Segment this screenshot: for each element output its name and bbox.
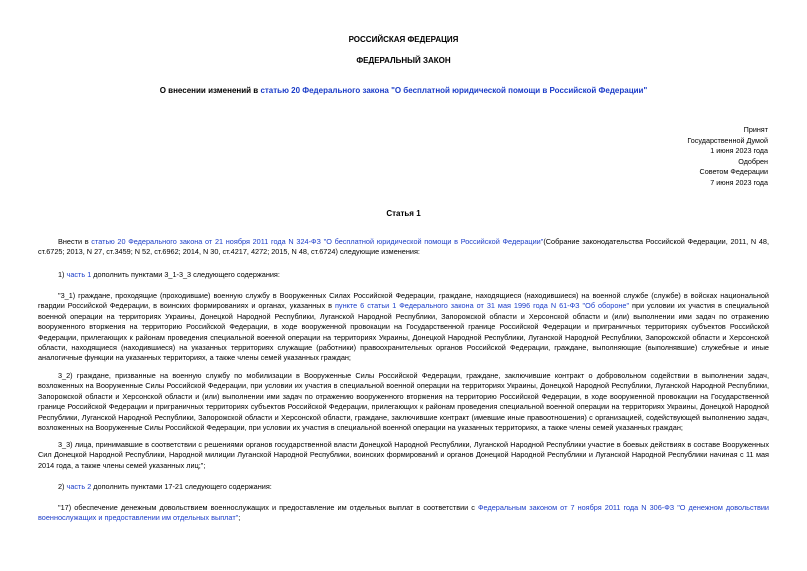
paragraph-3-3: 3_3) лица, принимавшие в соответствии с решениями органов государственной власти Донецкой Народной Республики, Луганской Народной Республики участие в боевых действиях в составе Вооруженных Сил Донецкой Народной Республики, Народной милиции Луганской Народной Республики, воинских формирований и органов Донецкой Народной Республики и Луганской Народной Республики начиная с 11 мая 2014 года, а также члены семей указанных лиц;";: [38, 440, 769, 470]
paragraph-intro: [38, 237, 769, 258]
paragraph-text: при условии их участия в специальной военной операции на территориях Украины, Донецкой Народной Республики, Луганской Народной Республики, Запорожской области и Херсонской области и (или) выполнении ими задач по отражению вооруженного вторжения на территорию Российской Федерации, в ходе вооруженной провокации на Государственной границе Российской Федерации и приграничных территориях субъектов Российской Федерации, прилегающих к районам проведения специальной военной операции на территориях Украины, Донецкой Народной Республики, Луганской Народной Республики, Запорожской области и Херсонской области, находящиеся (находившиеся) на указанных территориях служащие (работники) правоохранительных органов Российской Федерации, граждане, выполняющие (выполнявшие) служебные и иные аналогичные функции на указанных территориях, а также члены семей указанных граждан;: [38, 301, 769, 363]
adoption-block: [568, 125, 768, 188]
law-title-link[interactable]: статью 20 Федерального закона "О бесплатной юридической помощи в Российской Федерации": [260, 86, 648, 95]
paragraph-text: "3_1) граждане, проходящие (проходившие) военную службу в Вооруженных Силах Российской Федерации, граждане, находящиеся (находившиеся) на военной службе (службе) в войсках национальной гвардии Российской Федерации, в воинских формированиях и органах, указанных в: [38, 291, 769, 311]
law-title: [0, 86, 807, 96]
paragraph-item-1: [38, 270, 769, 280]
paragraph-text: 1): [58, 270, 67, 279]
law-type-heading: ФЕДЕРАЛЬНЫЙ ЗАКОН: [356, 56, 451, 65]
paragraph-text: дополнить пунктами 3_1-3_3 следующего содержания:: [91, 270, 280, 279]
approval-line: Советом Федерации: [699, 167, 768, 176]
paragraph-text: дополнить пунктами 17-21 следующего содержания:: [91, 482, 272, 491]
paragraph-3-1: [38, 291, 769, 364]
part-2-link[interactable]: часть 2: [66, 482, 92, 491]
adoption-line: Государственной Думой: [687, 135, 768, 145]
adoption-line: Принят: [743, 125, 768, 134]
law-article-link[interactable]: статью 20 Федерального закона от 21 ноября 2011 года N 324-ФЗ "О бесплатной юридической помощи в Российской Федерации": [91, 237, 544, 246]
allowance-law-link[interactable]: Федеральным законом от 7 ноября 2011 года N 306-ФЗ "О денежном довольствии военнослужащих и предоставлении им отдельных выплат": [38, 503, 769, 523]
defense-law-link[interactable]: пункте 6 статьи 1 Федерального закона от 31 мая 1996 года N 61-ФЗ "Об обороне": [334, 301, 630, 311]
paragraph-text: ;: [238, 513, 241, 523]
part-1-link[interactable]: часть 1: [66, 270, 92, 279]
law-title-prefix: О внесении изменений в: [159, 86, 261, 95]
paragraph-text: 2): [58, 482, 67, 491]
paragraph-17: [38, 503, 769, 524]
paragraph-text: (Собрание законодательства Российской Федерации, 2011, N 48, ст.6725; 2013, N 27, ст.3459; N 52, ст.6962; 2014, N 30, ст.4217, 4272; 2015, N 48, ст.6724) следующие изменения:: [38, 237, 770, 257]
paragraph-3-2: 3_2) граждане, призванные на военную службу по мобилизации в Вооруженные Силы Российской Федерации, граждане, заключившие контракт о добровольном содействии в выполнении задач, возложенных на Вооруженные Силы Российской Федерации, при условии их участия в специальной военной операции на территориях Украины, Донецкой Народной Республики, Луганской Народной Республики, Запорожской области и Херсонской области и (или) выполнении ими задач по отражению вооруженного вторжения на территорию Российской Федерации, в ходе вооруженной провокации на Государственной границе Российской Федерации и приграничных территориях субъектов Российской Федерации, прилегающих к районам проведения специальной военной операции на территориях Украины, Донецкой Народной Республики, Луганской Народной Республики, Запорожской области и Херсонской области, граждане, заключившие контракт (имевшие иные правоотношения) с организацией, содействующей выполнению задач, возложенных на Вооруженные Силы Российской Федерации, при условии их участия в специальной военной операции на указанных территориях, а также члены семей указанных граждан;: [38, 371, 769, 433]
adoption-line: 1 июня 2023 года: [710, 146, 768, 155]
approval-line: Одобрен: [738, 156, 768, 166]
country-heading: РОССИЙСКАЯ ФЕДЕРАЦИЯ: [348, 35, 459, 44]
paragraph-text: "17) обеспечение денежным довольствием военнослужащих и предоставление им отдельных выплат в соответствии с: [58, 503, 478, 512]
approval-line: 7 июня 2023 года: [710, 177, 768, 187]
paragraph-item-2: [38, 482, 769, 492]
paragraph-text: Внести в: [58, 237, 92, 246]
article-heading: Статья 1: [386, 209, 421, 218]
